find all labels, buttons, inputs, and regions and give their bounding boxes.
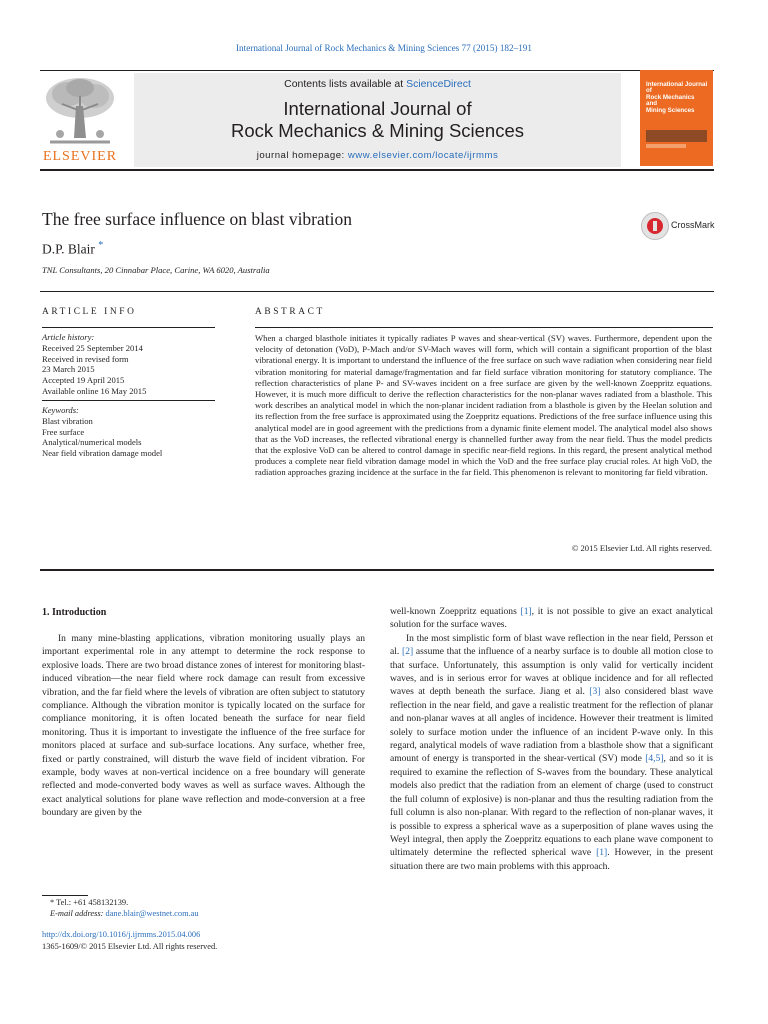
text-run: , and so it is required to examine the reflection of S-waves from the boundary. These analytical models also predict that the radiation from an element of charge (used to construct the full column of explosive) is non-planar and thus the resulting radiation from the full column is also non-planar. With regard to the reflection of non-planar waves, it is possible to express a spherical wave as a superposition of plane waves using the Weyl integral, then apply the Zoeppritz equations to each plane wave component to ultimately determine the reflected spherical wave: [390, 753, 714, 859]
article-info-rule: [42, 327, 215, 328]
footnote-email: [50, 909, 199, 919]
abstract-rule: [255, 327, 713, 328]
journal-title: [134, 98, 621, 142]
abstract-heading: ABSTRACT: [255, 307, 325, 317]
text-run: . However, in the present situation there are two main problems with this approach.: [390, 847, 713, 872]
cover-line3: and: [646, 100, 658, 108]
body-column-left: [42, 632, 365, 820]
sciencedirect-link[interactable]: ScienceDirect: [406, 78, 471, 90]
article-info-heading: ARTICLE INFO: [42, 307, 137, 317]
citation-link[interactable]: [4,5]: [645, 753, 664, 765]
title-rule: [40, 291, 714, 292]
tree-icon: [40, 76, 120, 148]
abstract-copyright: © 2015 Elsevier Ltd. All rights reserved.: [571, 543, 712, 553]
history-item: 23 March 2015: [42, 364, 95, 375]
citation-link[interactable]: [1]: [596, 847, 608, 859]
crossmark-badge[interactable]: [641, 212, 721, 240]
history-label: Article history:: [42, 332, 95, 342]
citation-link[interactable]: [2]: [402, 646, 414, 658]
text-run: well-known Zoeppritz equations: [390, 606, 521, 617]
citation-link[interactable]: [3]: [589, 686, 601, 698]
email-link[interactable]: dane.blair@westnet.com.au: [105, 909, 199, 918]
paragraph: In many mine-blasting applications, vibration monitoring usually plays an important experimental role in any attempt to determine the rock response to explosive loads. There are two broad distance zones of interest for monitoring blast-induced vibration—the near field where rock damage can result from excessive vibration, and the far field where the levels of vibration are often subject to statutory compliance. Although the vibration monitor is typically located on the surface for compliance monitoring, it is often located beneath the surface for near field monitoring. Thus it is important to investigate the influence of the free surface for monitors placed at surface and sub-surface locations. Any surface, whether free, fixed or partly constrained, will disturb the wave field of incident vibration. For example, body waves at non-vertical incidence on a free boundary will generate reflected and mode-converted body waves as well as surface waves. Although the exact analytical solutions for plane wave reflection and mode-conversion at a free boundary are given by the: [42, 633, 365, 819]
footnote-rule: [42, 895, 88, 896]
author-name: D.P. Blair: [42, 241, 95, 257]
history-item: Accepted 19 April 2015: [42, 375, 125, 386]
crossmark-icon: [641, 212, 669, 240]
author: [42, 240, 103, 258]
history-item: Available online 16 May 2015: [42, 385, 147, 396]
keyword-item: Free surface: [42, 426, 85, 437]
homepage-prefix: journal homepage:: [256, 150, 348, 161]
masthead-rule: [40, 169, 714, 171]
history-item: Received 25 September 2014: [42, 342, 143, 353]
keyword-item: Analytical/numerical models: [42, 437, 142, 448]
journal-homepage: [134, 150, 621, 161]
crossmark-icon-mark: [653, 221, 657, 231]
cover-line1: International Journal of: [646, 81, 708, 95]
text-run: , it is not possible to give an exact analytical solution for the surface waves.: [390, 606, 713, 631]
article-title: The free surface influence on blast vibration: [42, 209, 353, 229]
citation-link[interactable]: [1]: [520, 606, 532, 617]
history-item: Received in revised form: [42, 353, 129, 364]
contents-line: [134, 78, 621, 90]
cover-image-bar: [646, 144, 686, 148]
crossmark-icon-inner: [647, 218, 663, 234]
body-rule: [40, 569, 714, 571]
contents-prefix: Contents lists available at: [284, 78, 407, 90]
affiliation: TNL Consultants, 20 Cinnabar Place, Carine, WA 6020, Australia: [42, 265, 270, 275]
journal-title-line2: Rock Mechanics & Mining Sciences: [230, 120, 525, 141]
keyword-item: Blast vibration: [42, 415, 93, 426]
text-run: In the most simplistic form of blast wave reflection in the near field, Persson et al.: [390, 632, 713, 658]
keywords: [42, 405, 222, 459]
email-label: E-mail address:: [50, 909, 106, 918]
journal-cover-thumbnail[interactable]: [640, 70, 713, 166]
abstract-text: When a charged blasthole initiates it typically radiates P waves and shear-vertical (SV) waves. Furthermore, dependent upon the velocity of detonation (VoD), P-Mach and/or SV-Mach waves will form, which will contain a significant proportion of the blast vibrational energy. It is important to understand the influence of the free surface on such wave radiation when considering near field vibration monitoring for material damage/fragmentation and far field surface vibration monitoring for statutory compliance. The reflection characteristics of plane P- and SV-waves incident on a free surface are given by the well-known Zoeppritz equations. However, it is much more difficult to derive the reflection characteristics for the non-planar waves radiated from a blasthole. This work describes an analytical model in which the non-planar incident radiation from a blasthole is given by the Heelan solution and its reflection from the free surface is approximated using the Zoeppritz equations. Predictions of the free surface influence using this analytical model are in good agreement with the predictions from a dynamic finite element model. The analytical model also shows that as the VoD increases, the reflected vibrational energy is channelled further away from the near field. Thus the model predicts that the explosive VoD can be altered to control damage in specific near-field regions. In this regard, the present analytical method produces a complete near field vibration damage model in which the VoD and the free surface play crucial roles. At high VoD, the radiation approaches grazing incidence at the surface in the far field. This phenomenon is relevant to monitoring far field vibration.: [255, 333, 712, 478]
article-history: [42, 332, 222, 397]
cover-title: [646, 82, 710, 114]
issn-line: 1365-1609/© 2015 Elsevier Ltd. All rights reserved.: [42, 942, 218, 951]
body-column-right: [390, 605, 713, 873]
author-footnote-mark[interactable]: *: [98, 240, 104, 251]
crossmark-label: CrossMark: [671, 220, 715, 230]
journal-reference[interactable]: International Journal of Rock Mechanics & Mining Sciences 77 (2015) 182–191: [236, 43, 532, 53]
doi-link[interactable]: http://dx.doi.org/10.1016/j.ijrmms.2015.04.006: [42, 930, 201, 939]
keywords-label: Keywords:: [42, 405, 79, 415]
paragraph: [390, 632, 713, 873]
section-heading-introduction: 1. Introduction: [42, 607, 107, 618]
publisher-wordmark: ELSEVIER: [42, 149, 118, 164]
cover-line4: Mining Sciences: [646, 106, 695, 114]
footnote-tel: * Tel.: +61 458132139.: [50, 898, 129, 907]
top-rule: [40, 70, 714, 71]
homepage-link[interactable]: www.elsevier.com/locate/ijrmms: [347, 150, 499, 161]
paragraph: [390, 605, 713, 632]
cover-image-strip: [646, 130, 707, 142]
journal-title-line1: International Journal of: [283, 98, 472, 119]
keyword-item: Near field vibration damage model: [42, 448, 163, 459]
text-run: also considered blast wave reflection in the near field, and gave a realistic treatment for the reflection of planar and non-planar waves at all angles of incidence. However their treatment is limited solely to surface motion under the influence of an incident P-wave only. In this regard, analytical models of wave radiation from a blasthole show that a significant amount of energy is transported in the shear-vertical (SV) mode: [390, 686, 713, 765]
text-run: assume that the influence of a nearby surface is to double all motion close to that surface. Unfortunately, this assumption is only valid for vertically incident waves, and is in serious error for waves at oblique incidence and for all reflected waves at depth beneath the surface. Jiang et al.: [390, 646, 713, 698]
cover-line2: Rock Mechanics: [646, 93, 695, 101]
keywords-rule: [42, 400, 215, 401]
